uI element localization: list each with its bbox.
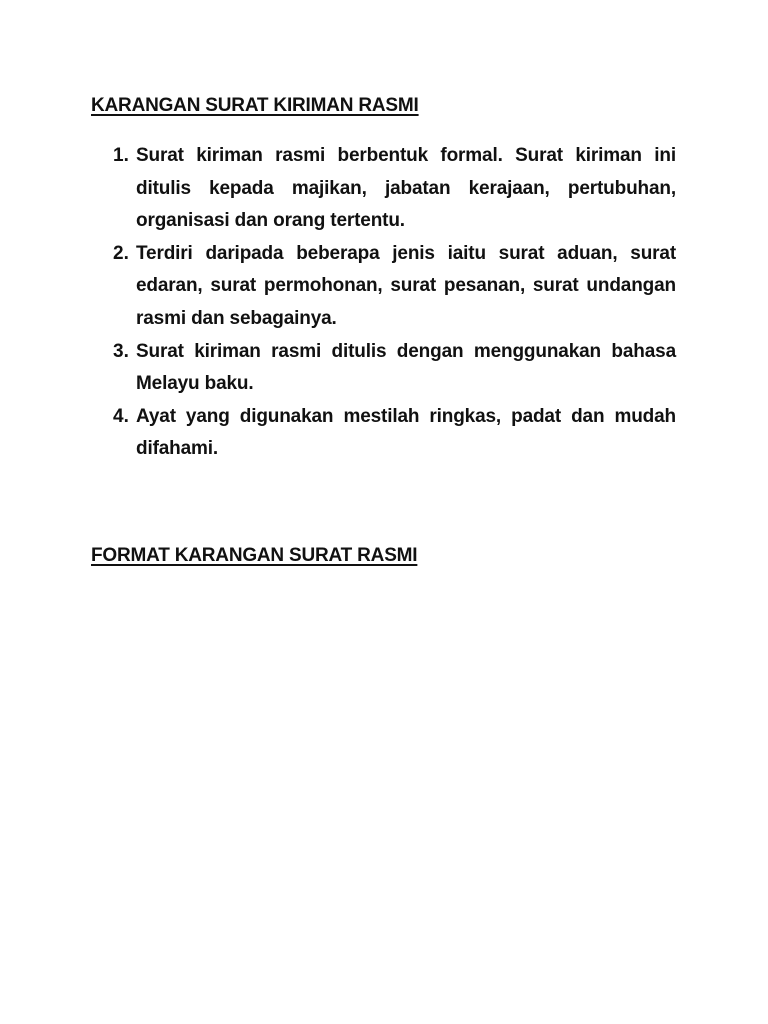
list-item-number: 1.: [113, 145, 129, 166]
list-item-text: Terdiri daripada beberapa jenis iaitu surat aduan, surat edaran, surat permohonan, surat pesanan, surat undangan rasmi dan sebagainya.: [136, 242, 676, 329]
list-item-2: [0, 238, 768, 336]
list-item-4: [0, 401, 768, 466]
list-item-text: Surat kiriman rasmi ditulis dengan menggunakan bahasa Melayu baku.: [136, 340, 676, 395]
section-heading-format-karangan-surat-rasmi: FORMAT KARANGAN SURAT RASMI: [91, 545, 418, 566]
list-item-number: 2.: [113, 242, 129, 264]
list-item-1: [0, 140, 768, 238]
section-heading-karangan-surat-kiriman-rasmi: KARANGAN SURAT KIRIMAN RASMI: [91, 95, 419, 116]
list-item-number: 3.: [113, 340, 129, 362]
numbered-point-list: [0, 140, 768, 466]
list-item-number: 4.: [113, 405, 129, 427]
list-item-3: [0, 336, 768, 401]
list-item-text: Surat kiriman rasmi berbentuk formal. Surat kiriman ini ditulis kepada majikan, jabatan kerajaan, pertubuhan, organisasi dan orang tertentu.: [136, 145, 676, 232]
list-item-text: Ayat yang digunakan mestilah ringkas, padat dan mudah difahami.: [136, 405, 676, 460]
